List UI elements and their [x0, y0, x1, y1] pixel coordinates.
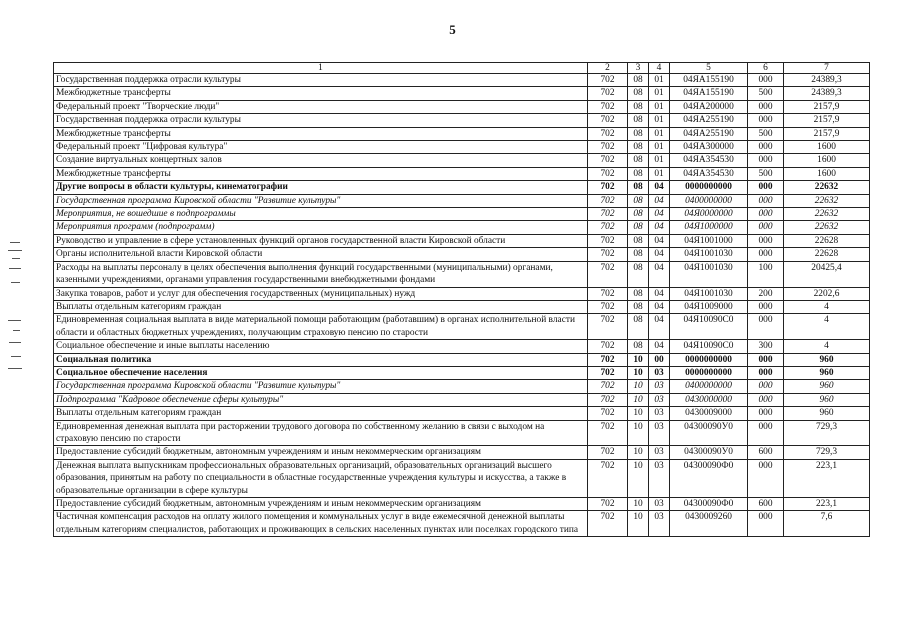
row-subsection: 03 — [649, 446, 670, 459]
row-section: 08 — [628, 127, 649, 140]
row-target-article: 04Я10090С0 — [670, 314, 748, 340]
row-code: 702 — [588, 498, 628, 511]
row-subsection: 03 — [649, 407, 670, 420]
row-name: Денежная выплата выпускникам профессиональных образовательных организаций, образовательных организаций высшего образования, принятым на работу по специальности в областные государственные учреждения культуры и искусства, а также в образовательные организации в сфере культуры — [54, 459, 588, 497]
table-row — [54, 221, 870, 234]
row-subsection: 04 — [649, 208, 670, 221]
row-name: Федеральный проект "Творческие люди" — [54, 100, 588, 113]
row-section: 08 — [628, 87, 649, 100]
row-code: 702 — [588, 194, 628, 207]
table-row — [54, 380, 870, 393]
row-subsection: 04 — [649, 300, 670, 313]
row-code: 702 — [588, 366, 628, 379]
row-section: 08 — [628, 100, 649, 113]
row-amount: 4 — [784, 314, 870, 340]
row-section: 08 — [628, 74, 649, 87]
row-section: 10 — [628, 407, 649, 420]
row-target-article: 04Я0000000 — [670, 208, 748, 221]
row-subsection: 04 — [649, 287, 670, 300]
row-name: Мероприятия программ (подпрограмм) — [54, 221, 588, 234]
row-expense-type: 000 — [748, 74, 784, 87]
row-name: Руководство и управление в сфере установленных функций органов государственной власти Кировской области — [54, 234, 588, 247]
row-subsection: 04 — [649, 234, 670, 247]
row-code: 702 — [588, 300, 628, 313]
row-name: Закупка товаров, работ и услуг для обеспечения государственных (муниципальных) нужд — [54, 287, 588, 300]
row-code: 702 — [588, 314, 628, 340]
row-code: 702 — [588, 511, 628, 537]
row-section: 10 — [628, 393, 649, 406]
row-name: Государственная программа Кировской области "Развитие культуры" — [54, 194, 588, 207]
row-amount: 729,3 — [784, 446, 870, 459]
table-row — [54, 114, 870, 127]
row-target-article: 04ЯA354530 — [670, 154, 748, 167]
row-subsection: 01 — [649, 74, 670, 87]
row-section: 10 — [628, 380, 649, 393]
row-subsection: 03 — [649, 420, 670, 446]
row-name: Органы исполнительной власти Кировской области — [54, 248, 588, 261]
row-code: 702 — [588, 340, 628, 353]
row-expense-type: 000 — [748, 407, 784, 420]
table-row — [54, 167, 870, 180]
budget-table — [53, 62, 870, 537]
row-name: Мероприятия, не вошедшие в подпрограммы — [54, 208, 588, 221]
row-section: 08 — [628, 314, 649, 340]
row-expense-type: 200 — [748, 287, 784, 300]
row-expense-type: 600 — [748, 498, 784, 511]
row-expense-type: 000 — [748, 194, 784, 207]
row-section: 08 — [628, 340, 649, 353]
table-row — [54, 407, 870, 420]
row-expense-type: 100 — [748, 261, 784, 287]
row-subsection: 03 — [649, 393, 670, 406]
row-expense-type: 500 — [748, 167, 784, 180]
row-amount: 960 — [784, 353, 870, 366]
row-code: 702 — [588, 127, 628, 140]
row-amount: 4 — [784, 300, 870, 313]
table-row — [54, 459, 870, 497]
row-expense-type: 000 — [748, 353, 784, 366]
row-amount: 22632 — [784, 208, 870, 221]
table-row — [54, 194, 870, 207]
row-section: 08 — [628, 208, 649, 221]
row-subsection: 04 — [649, 261, 670, 287]
row-target-article: 04Я1009000 — [670, 300, 748, 313]
table-header-row — [54, 63, 870, 74]
table-row — [54, 511, 870, 537]
row-section: 10 — [628, 366, 649, 379]
row-code: 702 — [588, 407, 628, 420]
column-header-2: 2 — [588, 63, 628, 74]
row-subsection: 01 — [649, 100, 670, 113]
column-header-5: 5 — [670, 63, 748, 74]
row-target-article: 04300090У0 — [670, 420, 748, 446]
row-subsection: 03 — [649, 498, 670, 511]
table-row — [54, 300, 870, 313]
row-amount: 1600 — [784, 154, 870, 167]
row-name: Государственная программа Кировской области "Развитие культуры" — [54, 380, 588, 393]
row-section: 08 — [628, 141, 649, 154]
row-amount: 960 — [784, 366, 870, 379]
row-code: 702 — [588, 87, 628, 100]
column-header-1: 1 — [54, 63, 588, 74]
row-name: Предоставление субсидий бюджетным, автономным учреждениям и иным некоммерческим организациям — [54, 498, 588, 511]
row-subsection: 04 — [649, 248, 670, 261]
row-name: Социальная политика — [54, 353, 588, 366]
row-expense-type: 000 — [748, 114, 784, 127]
row-expense-type: 000 — [748, 141, 784, 154]
row-name: Социальное обеспечение и иные выплаты населению — [54, 340, 588, 353]
table-row — [54, 366, 870, 379]
row-name: Социальное обеспечение населения — [54, 366, 588, 379]
row-target-article: 04300090У0 — [670, 446, 748, 459]
row-subsection: 01 — [649, 127, 670, 140]
table-row — [54, 287, 870, 300]
row-section: 08 — [628, 194, 649, 207]
row-name: Подпрограмма "Кадровое обеспечение сферы культуры" — [54, 393, 588, 406]
table-row — [54, 314, 870, 340]
table-row — [54, 248, 870, 261]
row-name: Единовременная денежная выплата при расторжении трудового договора по собственному желанию в связи с выходом на страховую пенсию по старости — [54, 420, 588, 446]
row-code: 702 — [588, 141, 628, 154]
row-section: 10 — [628, 446, 649, 459]
row-amount: 24389,3 — [784, 87, 870, 100]
row-amount: 223,1 — [784, 459, 870, 497]
table-row — [54, 87, 870, 100]
row-expense-type: 000 — [748, 154, 784, 167]
row-name: Межбюджетные трансферты — [54, 127, 588, 140]
row-section: 10 — [628, 511, 649, 537]
row-amount: 22628 — [784, 248, 870, 261]
row-code: 702 — [588, 420, 628, 446]
row-subsection: 01 — [649, 87, 670, 100]
column-header-3: 3 — [628, 63, 649, 74]
row-section: 08 — [628, 300, 649, 313]
row-amount: 7,6 — [784, 511, 870, 537]
row-amount: 4 — [784, 340, 870, 353]
row-code: 702 — [588, 353, 628, 366]
row-expense-type: 600 — [748, 446, 784, 459]
row-name: Единовременная социальная выплата в виде материальной помощи работающим (работавшим) в органах исполнительной власти области и областных бюджетных учреждениях, получающим страховую пенсию по старости — [54, 314, 588, 340]
row-amount: 960 — [784, 393, 870, 406]
row-amount: 960 — [784, 407, 870, 420]
table-row — [54, 127, 870, 140]
row-expense-type: 000 — [748, 221, 784, 234]
row-code: 702 — [588, 221, 628, 234]
row-expense-type: 000 — [748, 459, 784, 497]
row-name: Другие вопросы в области культуры, кинематографии — [54, 181, 588, 194]
row-amount: 2157,9 — [784, 114, 870, 127]
row-amount: 22632 — [784, 221, 870, 234]
row-subsection: 00 — [649, 353, 670, 366]
table-body — [54, 74, 870, 537]
table-row — [54, 208, 870, 221]
row-code: 702 — [588, 248, 628, 261]
table-row — [54, 100, 870, 113]
row-target-article: 04ЯA200000 — [670, 100, 748, 113]
row-code: 702 — [588, 181, 628, 194]
row-name: Создание виртуальных концертных залов — [54, 154, 588, 167]
row-target-article: 04ЯA354530 — [670, 167, 748, 180]
row-subsection: 04 — [649, 314, 670, 340]
row-amount: 22632 — [784, 181, 870, 194]
row-target-article: 04Я1001030 — [670, 287, 748, 300]
table-row — [54, 498, 870, 511]
row-expense-type: 000 — [748, 366, 784, 379]
row-amount: 1600 — [784, 167, 870, 180]
row-expense-type: 000 — [748, 100, 784, 113]
table-row — [54, 261, 870, 287]
row-target-article: 04ЯA155190 — [670, 87, 748, 100]
row-target-article: 04Я1001030 — [670, 261, 748, 287]
row-name: Межбюджетные трансферты — [54, 167, 588, 180]
row-name: Государственная поддержка отрасли культуры — [54, 114, 588, 127]
row-code: 702 — [588, 74, 628, 87]
row-expense-type: 000 — [748, 314, 784, 340]
row-expense-type: 500 — [748, 87, 784, 100]
row-name: Расходы на выплаты персоналу в целях обеспечения выполнения функций государственными (муниципальными) органами, казенными учреждениями, органами управления государственными внебюджетными фондами — [54, 261, 588, 287]
row-amount: 22632 — [784, 194, 870, 207]
row-target-article: 0430000000 — [670, 393, 748, 406]
row-subsection: 04 — [649, 340, 670, 353]
row-target-article: 04ЯA155190 — [670, 74, 748, 87]
row-section: 08 — [628, 167, 649, 180]
row-name: Межбюджетные трансферты — [54, 87, 588, 100]
row-amount: 2157,9 — [784, 127, 870, 140]
margin-scan-marks — [8, 238, 26, 378]
row-section: 08 — [628, 261, 649, 287]
table-row — [54, 446, 870, 459]
row-code: 702 — [588, 167, 628, 180]
table-row — [54, 154, 870, 167]
row-subsection: 01 — [649, 141, 670, 154]
row-code: 702 — [588, 208, 628, 221]
row-target-article: 0000000000 — [670, 366, 748, 379]
row-target-article: 04ЯA255190 — [670, 127, 748, 140]
table-row — [54, 393, 870, 406]
table-row — [54, 353, 870, 366]
row-expense-type: 000 — [748, 248, 784, 261]
row-section: 10 — [628, 420, 649, 446]
column-header-6: 6 — [748, 63, 784, 74]
row-section: 10 — [628, 498, 649, 511]
row-code: 702 — [588, 380, 628, 393]
row-target-article: 04Я1001000 — [670, 234, 748, 247]
row-code: 702 — [588, 446, 628, 459]
row-section: 08 — [628, 181, 649, 194]
row-expense-type: 300 — [748, 340, 784, 353]
row-target-article: 0430009000 — [670, 407, 748, 420]
row-amount: 22628 — [784, 234, 870, 247]
row-code: 702 — [588, 261, 628, 287]
row-target-article: 04Я10090С0 — [670, 340, 748, 353]
row-expense-type: 000 — [748, 234, 784, 247]
row-target-article: 04Я1001030 — [670, 248, 748, 261]
row-expense-type: 500 — [748, 127, 784, 140]
page-number: 5 — [449, 22, 456, 37]
row-code: 702 — [588, 287, 628, 300]
row-section: 10 — [628, 459, 649, 497]
row-code: 702 — [588, 234, 628, 247]
row-amount: 20425,4 — [784, 261, 870, 287]
row-target-article: 0430009260 — [670, 511, 748, 537]
row-subsection: 03 — [649, 380, 670, 393]
row-target-article: 04ЯA255190 — [670, 114, 748, 127]
row-target-article: 0000000000 — [670, 181, 748, 194]
row-target-article: 04300090Ф0 — [670, 459, 748, 497]
row-name: Частичная компенсация расходов на оплату жилого помещения и коммунальных услуг в виде ежемесячной денежной выплаты отдельным категориям специалистов, работающих и проживающих в сельских населенных пунктах или поселках городского типа — [54, 511, 588, 537]
row-subsection: 04 — [649, 194, 670, 207]
table-row — [54, 181, 870, 194]
row-amount: 960 — [784, 380, 870, 393]
row-code: 702 — [588, 100, 628, 113]
row-name: Федеральный проект "Цифровая культура" — [54, 141, 588, 154]
row-amount: 24389,3 — [784, 74, 870, 87]
row-subsection: 03 — [649, 459, 670, 497]
row-code: 702 — [588, 393, 628, 406]
row-name: Выплаты отдельным категориям граждан — [54, 407, 588, 420]
row-target-article: 0400000000 — [670, 380, 748, 393]
row-code: 702 — [588, 114, 628, 127]
column-header-4: 4 — [649, 63, 670, 74]
row-target-article: 04ЯA300000 — [670, 141, 748, 154]
row-name: Предоставление субсидий бюджетным, автономным учреждениям и иным некоммерческим организациям — [54, 446, 588, 459]
row-subsection: 01 — [649, 167, 670, 180]
row-target-article: 04300090Ф0 — [670, 498, 748, 511]
row-amount: 729,3 — [784, 420, 870, 446]
table-row — [54, 74, 870, 87]
table-row — [54, 420, 870, 446]
table-row — [54, 340, 870, 353]
table-row — [54, 141, 870, 154]
row-expense-type: 000 — [748, 181, 784, 194]
table-row — [54, 234, 870, 247]
row-amount: 2202,6 — [784, 287, 870, 300]
row-expense-type: 000 — [748, 380, 784, 393]
row-subsection: 01 — [649, 114, 670, 127]
row-expense-type: 000 — [748, 393, 784, 406]
row-target-article: 04Я1000000 — [670, 221, 748, 234]
row-subsection: 01 — [649, 154, 670, 167]
row-section: 10 — [628, 353, 649, 366]
row-section: 08 — [628, 248, 649, 261]
row-amount: 1600 — [784, 141, 870, 154]
row-expense-type: 000 — [748, 300, 784, 313]
row-subsection: 04 — [649, 181, 670, 194]
row-expense-type: 000 — [748, 511, 784, 537]
row-name: Государственная поддержка отрасли культуры — [54, 74, 588, 87]
row-section: 08 — [628, 221, 649, 234]
row-subsection: 03 — [649, 366, 670, 379]
row-section: 08 — [628, 287, 649, 300]
row-code: 702 — [588, 459, 628, 497]
row-section: 08 — [628, 234, 649, 247]
row-expense-type: 000 — [748, 208, 784, 221]
row-target-article: 0000000000 — [670, 353, 748, 366]
row-section: 08 — [628, 154, 649, 167]
row-subsection: 04 — [649, 221, 670, 234]
row-amount: 223,1 — [784, 498, 870, 511]
row-expense-type: 000 — [748, 420, 784, 446]
row-subsection: 03 — [649, 511, 670, 537]
row-amount: 2157,9 — [784, 100, 870, 113]
row-name: Выплаты отдельным категориям граждан — [54, 300, 588, 313]
row-code: 702 — [588, 154, 628, 167]
column-header-7: 7 — [784, 63, 870, 74]
row-target-article: 0400000000 — [670, 194, 748, 207]
row-section: 08 — [628, 114, 649, 127]
